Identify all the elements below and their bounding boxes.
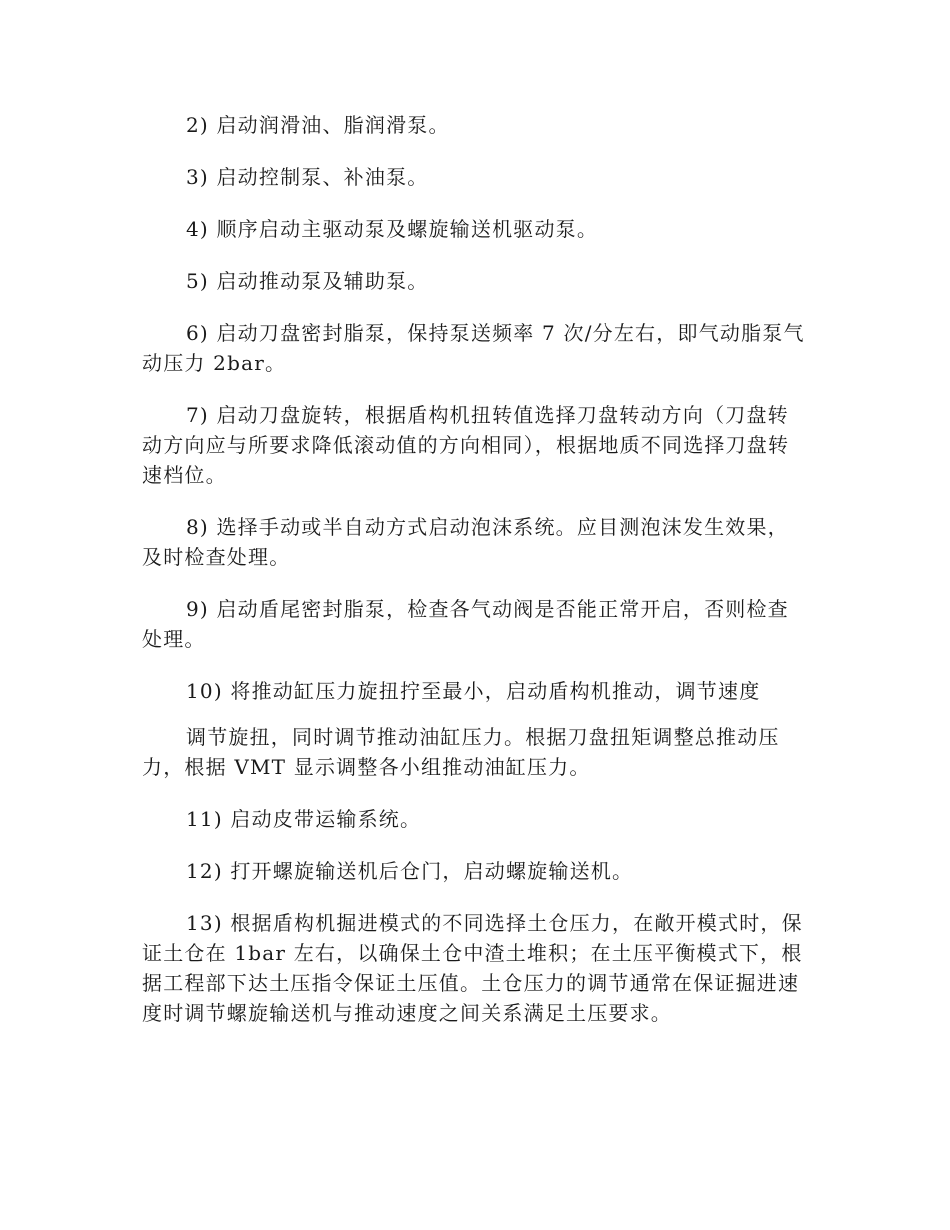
paragraph-step-6: 6) 启动刀盘密封脂泵，保持泵送频率 7 次/分左右，即气动脂泵气动压力 2bar。 xyxy=(142,321,805,375)
paragraph-step-13: 13) 根据盾构机掘进模式的不同选择土仓压力，在敞开模式时，保证土仓在 1bar 左右，以确保土仓中渣土堆积；在土压平衡模式下，根据工程部下达土压指令保证土压值。土仓压力的调节通常在保证掘进速度时调节螺旋输送机与推动速度之间关系满足土压要求。 xyxy=(142,911,803,1025)
paragraph-step-5: 5) 启动推动泵及辅助泵。 xyxy=(186,269,429,293)
paragraph-step-8: 8) 选择手动或半自动方式启动泡沫系统。应目测泡沫发生效果，及时检查处理。 xyxy=(142,515,789,569)
paragraph-step-4: 4) 顺序启动主驱动泵及螺旋输送机驱动泵。 xyxy=(186,217,599,241)
paragraph-step-7: 7) 启动刀盘旋转，根据盾构机扭转值选择刀盘转动方向（刀盘转动方向应与所要求降低滚动值的方向相同），根据地质不同选择刀盘转速档位。 xyxy=(142,403,790,487)
paragraph-step-12: 12) 打开螺旋输送机后仓门，启动螺旋输送机。 xyxy=(186,859,634,883)
paragraph-step-2: 2) 启动润滑油、脂润滑泵。 xyxy=(186,113,450,137)
document-body xyxy=(142,110,810,1050)
paragraph-step-10: 10) 将推动缸压力旋扭拧至最小，启动盾构机推动，调节速度 xyxy=(186,679,761,703)
paragraph-step-10-continued: 调节旋扭，同时调节推动油缸压力。根据刀盘扭矩调整总推动压力，根据 VMT 显示调整各小组推动油缸压力。 xyxy=(142,725,780,779)
paragraph-step-9: 9) 启动盾尾密封脂泵，检查各气动阀是否能正常开启，否则检查处理。 xyxy=(142,597,789,651)
paragraph-step-3: 3) 启动控制泵、补油泵。 xyxy=(186,165,429,189)
paragraph-step-11: 11) 启动皮带运输系统。 xyxy=(186,807,422,831)
